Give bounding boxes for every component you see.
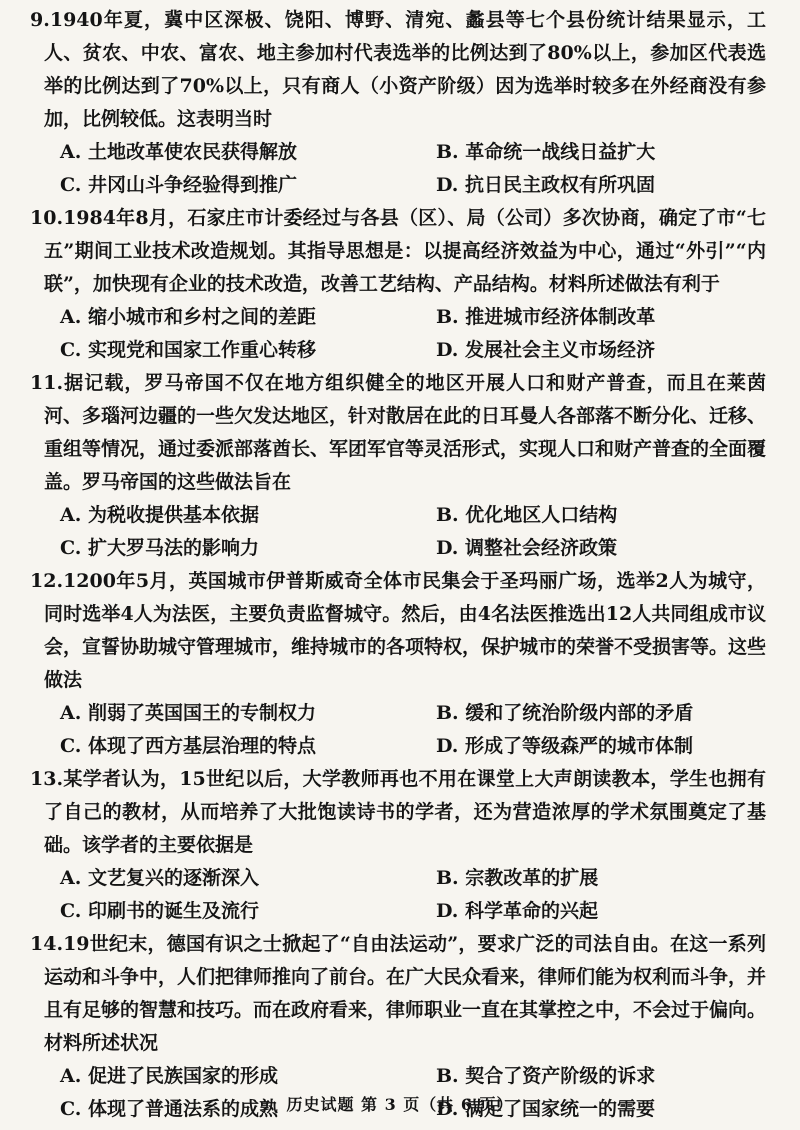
answer-options xyxy=(60,499,766,565)
option-a[interactable]: A. 文艺复兴的逐渐深入 xyxy=(60,867,259,889)
question-number: 14. xyxy=(30,933,64,955)
question-text: 1940年夏，冀中区深极、饶阳、博野、清宛、蠡县等七个县份统计结果显示，工人、贫农、中农、富农、地主参加村代表选举的比例达到了80%以上，参加区代表选举的比例达到了70%以上，只有商人（小资产阶级）因为选举时较多在外经商没有参加，比例较低。这表明当时 xyxy=(44,9,766,130)
option-c[interactable]: C. 扩大罗马法的影响力 xyxy=(60,537,260,559)
option-a[interactable]: A. 促进了民族国家的形成 xyxy=(60,1065,278,1087)
option-d[interactable]: D. 抗日民主政权有所巩固 xyxy=(436,174,656,196)
option-d[interactable]: D. 科学革命的兴起 xyxy=(436,900,599,922)
question-10 xyxy=(30,202,766,367)
question-text: 1200年5月，英国城市伊普斯威奇全体市民集会于圣玛丽广场，选举2人为城守，同时选举4人为法医，主要负责监督城守。然后，由4名法医推选出12人共同组成市议会，宣誓协助城守管理城市，维持城市的各项特权，保护城市的荣誉不受损害等。这些做法 xyxy=(44,570,767,691)
option-b[interactable]: B. 革命统一战线日益扩大 xyxy=(436,141,656,163)
option-a[interactable]: A. 缩小城市和乡村之间的差距 xyxy=(60,306,316,328)
question-number: 13. xyxy=(30,768,64,790)
option-a[interactable]: A. 土地改革使农民获得解放 xyxy=(60,141,297,163)
question-number: 9. xyxy=(30,9,50,31)
question-text: 某学者认为，15世纪以后，大学教师再也不用在课堂上大声朗读教本，学生也拥有了自己的教材，从而培养了大批饱读诗书的学者，还为营造浓厚的学术氛围奠定了基础。该学者的主要依据是 xyxy=(44,768,766,856)
option-c[interactable]: C. 井冈山斗争经验得到推广 xyxy=(60,174,298,196)
option-b[interactable]: B. 推进城市经济体制改革 xyxy=(436,306,656,328)
question-text: 1984年8月，石家庄市计委经过与各县（区）、局（公司）多次协商，确定了市“七五”期间工业技术改造规划。其指导思想是：以提高经济效益为中心，通过“外引”“内联”，加快现有企业的技术改造，改善工艺结构、产品结构。材料所述做法有利于 xyxy=(44,207,766,295)
answer-options xyxy=(60,301,766,367)
question-12 xyxy=(30,565,767,763)
option-c[interactable]: C. 体现了普通法系的成熟 xyxy=(60,1098,279,1120)
option-b[interactable]: B. 缓和了统治阶级内部的矛盾 xyxy=(436,702,694,724)
question-stem xyxy=(30,202,766,301)
option-d[interactable]: D. 满足了国家统一的需要 xyxy=(436,1098,656,1120)
question-stem xyxy=(30,565,767,697)
question-9 xyxy=(30,4,766,202)
question-stem xyxy=(30,928,767,1060)
option-b[interactable]: B. 优化地区人口结构 xyxy=(436,504,618,526)
answer-options xyxy=(60,862,766,928)
option-c[interactable]: C. 印刷书的诞生及流行 xyxy=(60,900,260,922)
option-a[interactable]: A. 削弱了英国国王的专制权力 xyxy=(60,702,316,724)
question-text: 19世纪末，德国有识之士掀起了“自由法运动”，要求广泛的司法自由。在这一系列运动和斗争中，人们把律师推向了前台。在广大民众看来，律师们能为权利而斗争，并且有足够的智慧和技巧。而在政府看来，律师职业一直在其掌控之中，不会过于偏向。材料所述状况 xyxy=(44,933,767,1054)
question-text: 据记载，罗马帝国不仅在地方组织健全的地区开展人口和财产普查，而且在莱茵河、多瑙河边疆的一些欠发达地区，针对散居在此的日耳曼人各部落不断分化、迁移、重组等情况，通过委派部落酋长、军团军官等灵活形式，实现人口和财产普查的全面覆盖。罗马帝国的这些做法旨在 xyxy=(44,372,767,493)
option-b[interactable]: B. 宗教改革的扩展 xyxy=(436,867,599,889)
question-stem xyxy=(30,4,766,136)
page-footer: 历史试题 第 3 页（共 6 页） xyxy=(286,1095,514,1114)
question-stem xyxy=(30,367,767,499)
question-number: 12. xyxy=(30,570,64,592)
option-d[interactable]: D. 发展社会主义市场经济 xyxy=(436,339,656,361)
option-d[interactable]: D. 调整社会经济政策 xyxy=(436,537,618,559)
answer-options xyxy=(60,136,766,202)
option-c[interactable]: C. 实现党和国家工作重心转移 xyxy=(60,339,317,361)
option-c[interactable]: C. 体现了西方基层治理的特点 xyxy=(60,735,317,757)
question-number: 10. xyxy=(30,207,64,229)
answer-options xyxy=(60,697,766,763)
question-stem xyxy=(30,763,766,862)
question-13 xyxy=(30,763,766,928)
option-b[interactable]: B. 契合了资产阶级的诉求 xyxy=(436,1065,656,1087)
question-11 xyxy=(30,367,767,565)
question-number: 11. xyxy=(30,372,64,394)
option-a[interactable]: A. 为税收提供基本依据 xyxy=(60,504,259,526)
option-d[interactable]: D. 形成了等级森严的城市体制 xyxy=(436,735,694,757)
